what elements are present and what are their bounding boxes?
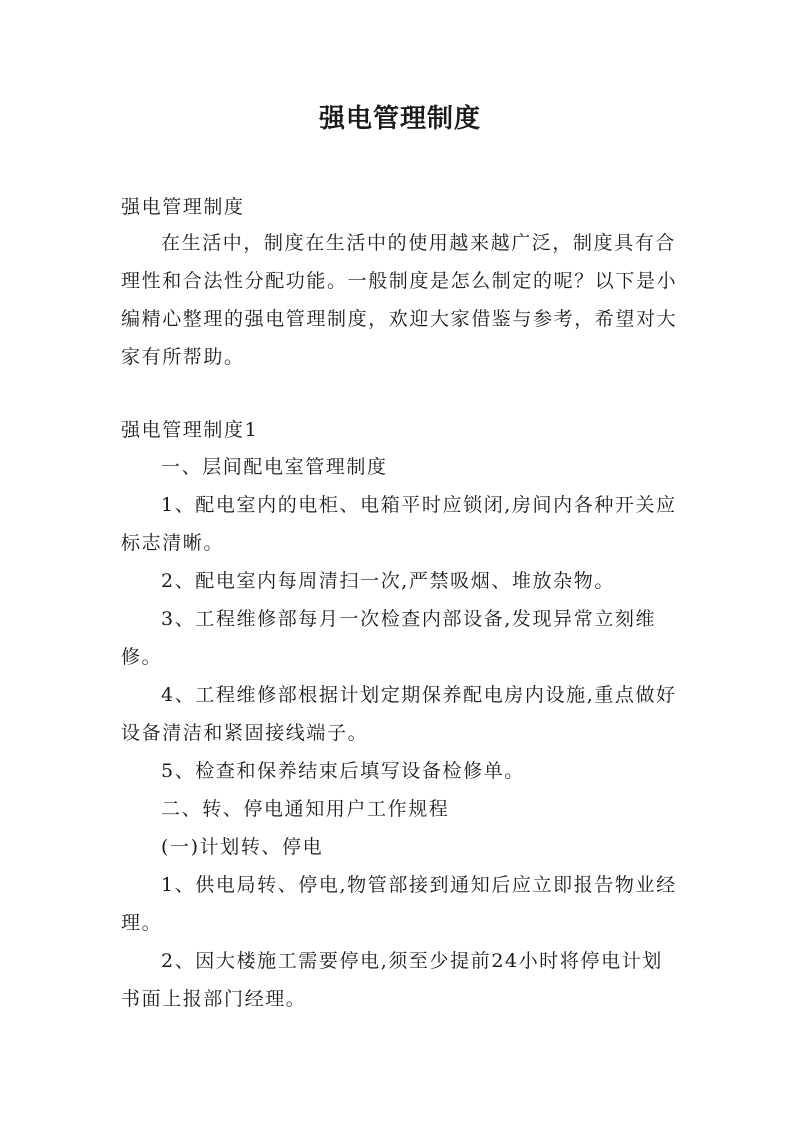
part1-item-2: 2、配电室内每周清扫一次,严禁吸烟、堆放杂物。 (161, 570, 615, 592)
document-title: 强电管理制度 (318, 104, 481, 134)
part1-item-4: 4、工程维修部根据计划定期保养配电房内设施,重点做好设备清洁和紧固接线端子。 (121, 684, 677, 744)
intro-paragraph: 在生活中，制度在生活中的使用越来越广泛，制度具有合理性和合法性分配功能。一般制度是怎么制定的呢？以下是小编精心整理的强电管理制度，欢迎大家借鉴与参考，希望对大家有所帮助。 (121, 232, 678, 368)
intro-heading: 强电管理制度 (121, 196, 245, 218)
part2-heading: 二、转、停电通知用户工作规程 (161, 798, 450, 820)
part1-heading: 一、层间配电室管理制度 (161, 456, 388, 478)
part1-item-1: 1、配电室内的电柜、电箱平时应锁闭,房间内各种开关应标志清晰。 (121, 494, 677, 554)
section-heading: 强电管理制度1 (121, 419, 259, 441)
part2-item-2: 2、因大楼施工需要停电,须至少提前24小时将停电计划书面上报部门经理。 (121, 950, 663, 1010)
part1-item-5: 5、检查和保养结束后填写设备检修单。 (161, 760, 525, 782)
part2-item-1: 1、供电局转、停电,物管部接到通知后应立即报告物业经理。 (121, 874, 677, 934)
part1-item-3: 3、工程维修部每月一次检查内部设备,发现异常立刻维修。 (121, 608, 657, 668)
part2-sub-heading: (一)计划转、停电 (161, 836, 324, 858)
